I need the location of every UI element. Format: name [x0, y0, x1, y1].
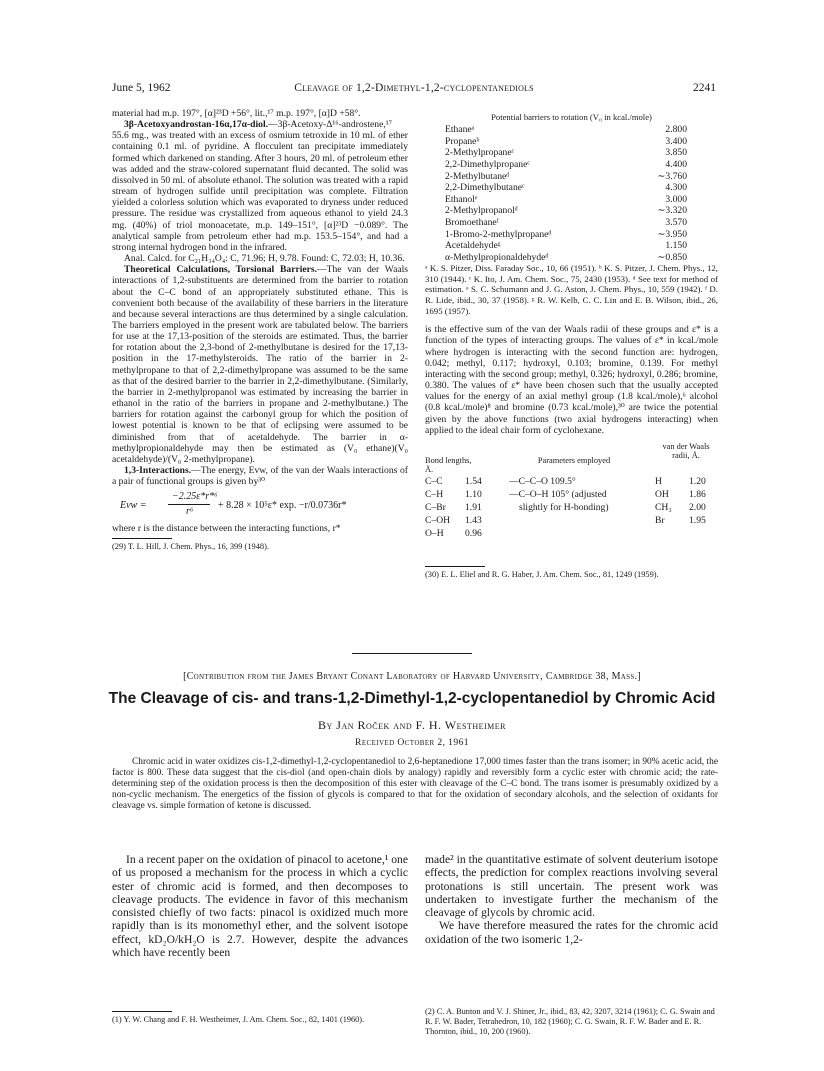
compound-name: α-Methylpropionaldehydeᵈ: [445, 251, 549, 263]
energy-equation: [112, 491, 408, 521]
table-row: [445, 240, 695, 252]
bond-label: C–C: [425, 475, 443, 487]
left-column: [112, 108, 408, 552]
barrier-value: 3.000: [665, 193, 687, 205]
section-heading: 1,3-Interactions.: [124, 465, 192, 476]
abstract: Chromic acid in water oxidizes cis-1,2-dimethyl-1,2-cyclopentanediol to 2,6-heptanedione 17,000 times faster than the trans isomer; in 90% acetic acid, the factor is 800. These data suggest that the cis-diol (and open-chain diols by analogy) rapidly and reversibly form a cyclic ester with chromic acid; the rate-determining step of the oxidation process is then the decomposition of this ester with cleavage of the C–C bond. The trans isomer is presumably oxidized by a non-cyclic mechanism. The energetics of the fission of glycols is compared to that for the oxidation of secondary alcohols, and the selection of oxidants for cleavage vs. simple formation of ketone is discussed.: [112, 757, 718, 811]
barrier-value: 3.400: [665, 135, 687, 147]
table-title: Potential barriers to rotation (V₀ in kcal./mole): [491, 112, 652, 122]
radius-group: H: [655, 475, 662, 487]
paragraph-text: —The van der Waals interactions of 1,2-substituents are determined from the barrier to rotation about the C–C bond of an appropriately substituted ethane. This is convenient both because of the availability of these barriers in the literature and because several interactions are thus determined by a single calculation. The barriers employed in the present work are tabulated below. The barriers for use at the 17,13-position of the steroids are estimated. Thus, the barrier for rotation about the 2,3-bond of 2-methylbutane is desired for the 17,13-position in the 17-methylsteroids. The ratio of the barrier in 2-methylpropane to that of 2,2-dimethylpropane was assumed to be the same as that of the desired barrier to the barrier in 2,2-dimethylbutane. (Similarly, the barrier in 2-methylpropanol was estimated by increasing the barrier in ethanol in the ratio of the barriers in propane and 2-methylbutane.) The barriers for rotation against the carbonyl group for which the position of lowest potential is known to be that of eclipsing were assumed to be diminished from that of acetaldehyde. The barrier in α-methylpropionaldehyde may then be estimated as (V₀ ethane)(V₀ acetaldehyde)/(V₀ 2-methylpropane).: [112, 264, 408, 465]
footnote: (1) Y. W. Chang and F. H. Westheimer, J. Am. Chem. Soc., 82, 1401 (1960).: [112, 1015, 365, 1024]
paragraph-text: —The energy, Evw, of the van der Waals interactions of a pair of functional groups is given by³⁰: [112, 465, 408, 488]
body-left-column: [112, 853, 408, 959]
bond-length: 1.91: [465, 501, 482, 513]
column-header-bond-lengths: Bond lengths, Å.: [425, 455, 472, 475]
body-footnote-right: [425, 1007, 718, 1038]
compound-name: Ethaneᵃ: [445, 124, 475, 136]
compound-name: 2-Methylbutaneᵈ: [445, 170, 510, 182]
footnote: (29) T. L. Hill, J. Chem. Phys., 16, 399 (1948).: [112, 542, 269, 552]
bond-length: 1.54: [465, 475, 482, 487]
paragraph: [112, 465, 408, 487]
barrier-value: 1.150: [665, 240, 687, 252]
paragraph: is the effective sum of the van der Waals radii of these groups and ε* is a function of the types of interacting groups. The values of ε* in kcal./mole where hydrogen is interacting with the second function are: hydrogen, 0.042; methyl, 0.117; hydroxyl, 0.103; bromine, 0.139. For methyl interacting with the second group; methyl, 0.326; hydroxyl, 0.286; bromine, 0.380. The values of ε* have been chosen such that the usually accepted values for the energy of an axial methyl group (1.8 kcal./mole),⁶ alcohol (0.8 kcal./mole)⁸ and bromine (0.73 kcal./mole),³⁰ are twice the potential given by the above functions (two axial hydrogens interacting) when applied to the ideal chair form of cyclohexane.: [425, 324, 718, 436]
footnote: (30) E. L. Eliel and R. G. Haber, J. Am. Chem. Soc., 81, 1249 (1959).: [425, 569, 659, 579]
equation-numerator: −2.25ε*r*⁶: [172, 491, 218, 503]
bond-angle: —C–C–O 109.5°: [509, 475, 576, 487]
body-paragraph: made² in the quantitative estimate of solvent deuterium isotope effects, the prediction for complex reactions involving several protonations is still uncertain. The present work was undertaken to investigate further the mechanism of the cleavage of glycols by chromic acid.: [425, 853, 718, 920]
column-header-vdw-radii: van der Waals radii, Å.: [662, 441, 710, 461]
radius-value: 1.20: [689, 475, 706, 487]
compound-name: 1-Bromo-2-methylpropaneᵈ: [445, 228, 552, 240]
article-authors: By Jan Roček and F. H. Westheimer: [318, 718, 506, 732]
section-heading: Theoretical Calculations, Torsional Barriers.: [124, 264, 318, 276]
analysis-line: Anal. Calcd. for C₂₁H₃₄O₄: C, 71.96; H, 9.78. Found: C, 72.03; H, 10.36.: [124, 253, 405, 265]
barrier-value: 4.300: [665, 182, 687, 194]
barrier-value: 3.850: [665, 147, 687, 159]
footnote-rule: [112, 1011, 172, 1012]
bond-angle: slightly for H-bonding): [519, 501, 609, 513]
section-divider: [352, 653, 472, 654]
compound-name: Ethanolᵉ: [445, 193, 478, 205]
paragraph: [112, 264, 408, 465]
barrier-value: ∼3.320: [657, 205, 687, 217]
barrier-table: [445, 124, 695, 263]
received-date: Received October 2, 1961: [355, 737, 469, 748]
table-row: [445, 124, 695, 136]
bond-length: 1.10: [465, 488, 482, 500]
bond-length: 0.96: [465, 527, 482, 539]
compound-name: 2-Methylpropaneᶜ: [445, 147, 515, 159]
table-row: [445, 194, 695, 206]
section-heading: 3β-Acetoxyandrostan-16α,17α-diol.: [124, 119, 269, 131]
article-title: The Cleavage of cis- and trans-1,2-Dimethyl-1,2-cyclopentanediol by Chromic Acid: [108, 690, 716, 707]
barrier-value: 3.570: [665, 216, 687, 228]
equation-denominator: r⁶: [186, 506, 194, 518]
barrier-value: 2.800: [665, 124, 687, 136]
parameters-table: [425, 442, 718, 562]
table-row: [445, 159, 695, 171]
bond-label: C–OH: [425, 514, 451, 526]
table-row: [445, 147, 695, 159]
body-paragraph: We have therefore measured the rates for the chromic acid oxidation of the two isomeric 1,2-: [425, 919, 718, 946]
barrier-value: ∼0.850: [657, 251, 687, 263]
compound-name: 2,2-Dimethylpropaneᶜ: [445, 158, 530, 170]
bond-length: 1.43: [465, 514, 482, 526]
page-number: 2241: [693, 82, 716, 94]
radius-group: Br: [655, 514, 665, 526]
barrier-value: ∼3.760: [657, 170, 687, 182]
contribution-line: [Contribution from the James Bryant Conant Laboratory of Harvard University, Cambridge 38, Mass.]: [183, 671, 641, 682]
compound-name: Bromoethaneᶠ: [445, 216, 499, 228]
compound-name: 2-Methylpropanolᵈ: [445, 205, 518, 217]
radius-group: OH: [655, 488, 669, 500]
running-head: [112, 82, 716, 98]
table-row: [445, 229, 695, 241]
body-paragraph: In a recent paper on the oxidation of pinacol to acetone,¹ one of us proposed a mechanism for the process in which a cyclic ester of chromic acid is formed, and then decomposes to cleavage products. The evidence in favor of this mechanism consisted chiefly of two facts: pinacol is oxidized much more rapidly than is its monomethyl ether, and the solvent isotope effect, kD₂O/kH₂O is 2.7. However, despite the advances which have recently been: [112, 853, 408, 960]
barrier-value: ∼3.950: [657, 228, 687, 240]
table-row: [445, 205, 695, 217]
bond-label: C–Br: [425, 501, 446, 513]
radius-value: 1.95: [689, 514, 706, 526]
compound-name: Propaneᵇ: [445, 135, 480, 147]
bond-angle: —C–O–H 105° (adjusted: [509, 488, 607, 500]
table-row: [445, 182, 695, 194]
radius-value: 1.86: [689, 488, 706, 500]
body-footnote-left: [112, 1011, 408, 1025]
footnote-rule: [112, 538, 172, 539]
column-header-parameters: Parameters employed: [537, 455, 611, 465]
footnote-rule: [425, 566, 485, 567]
footnote: (2) C. A. Bunton and V. J. Shiner, Jr., ibid., 83, 42, 3207, 3214 (1961); C. G. Swain and R. F. W. Bader, Tetrahedron, 10, 182 (1960); C. G. Swain, R. F. W. Bader and E. R. Thornton, ibid., 10, 200 (1960).: [425, 1007, 715, 1037]
table-footnotes: ᵃ K. S. Pitzer, Diss. Faraday Soc., 10, 66 (1951). ᵇ K. S. Pitzer, J. Chem. Phys., 12, 310 (1944). ᶜ K. Ito, J. Am. Chem. Soc., 75, 2430 (1953). ᵈ See text for method of estimation. ᵉ S. C. Schumann and J. G. Aston, J. Chem. Phys., 10, 559 (1942). ᶠ D. R. Lide, ibid., 30, 37 (1958). ᵍ R. W. Kelb, C. C. Lin and E. B. Wilson, ibid., 26, 1695 (1957).: [425, 263, 718, 316]
fraction-bar: [168, 504, 210, 505]
compound-name: 2,2-Dimethylbutaneᶜ: [445, 182, 525, 194]
running-title: Cleavage of 1,2-Dimethyl-1,2-cyclopentanediols: [294, 82, 534, 94]
table-row: [445, 217, 695, 229]
body-right-column: [425, 853, 718, 946]
radius-group: CH₃: [655, 501, 672, 513]
equation-lhs: Evw =: [120, 500, 147, 512]
radius-value: 2.00: [689, 501, 706, 513]
right-column: [425, 112, 718, 580]
compound-name: Acetaldehydeᵍ: [445, 240, 501, 252]
bond-label: O–H: [425, 527, 444, 539]
paragraph: material had m.p. 197°, [α]²³D +56°, lit.,¹⁷ m.p. 197°, [α]D +58°.: [112, 108, 361, 119]
paragraph: where r is the distance between the interacting functions, r*: [112, 523, 341, 535]
paragraph-text: —3β-Acetoxy-Δ¹⁶-androstene,¹⁷ 55.6 mg., was treated with an excess of osmium tetroxide in 10 ml. of ether containing 0.1 ml. of pyridine. A flocculent tan precipitate immediately formed which darkened on standing. After 3 hours, 20 ml. of petroleum ether was added and the straw-colored supernatant fluid decanted. The solid was dissolved in 50 ml. of absolute ethanol. The solution was treated with a rapid stream of hydrogen sulfide until precipitation was complete. Filtration yielded a colorless solution which was evaporated to dryness under reduced pressure. The residue was crystallized from aqueous ethanol to yield 24.3 mg. (40%) of triol monoacetate, m.p. 149–151°, [α]²³D −0.089°. The analytical sample from petroleum ether had m.p. 153.5–154°, and had a strong internal hydrogen bond in the infrared.: [112, 119, 408, 253]
issue-date: June 5, 1962: [112, 82, 171, 94]
paragraph: [112, 119, 408, 253]
table-row: [445, 171, 695, 183]
barrier-value: 4.400: [665, 158, 687, 170]
equation-rest: + 8.28 × 10⁵ε* exp. −r/0.0736r*: [218, 500, 347, 512]
table-row: [445, 136, 695, 148]
table-row: [445, 252, 695, 264]
bond-label: C–H: [425, 488, 444, 500]
